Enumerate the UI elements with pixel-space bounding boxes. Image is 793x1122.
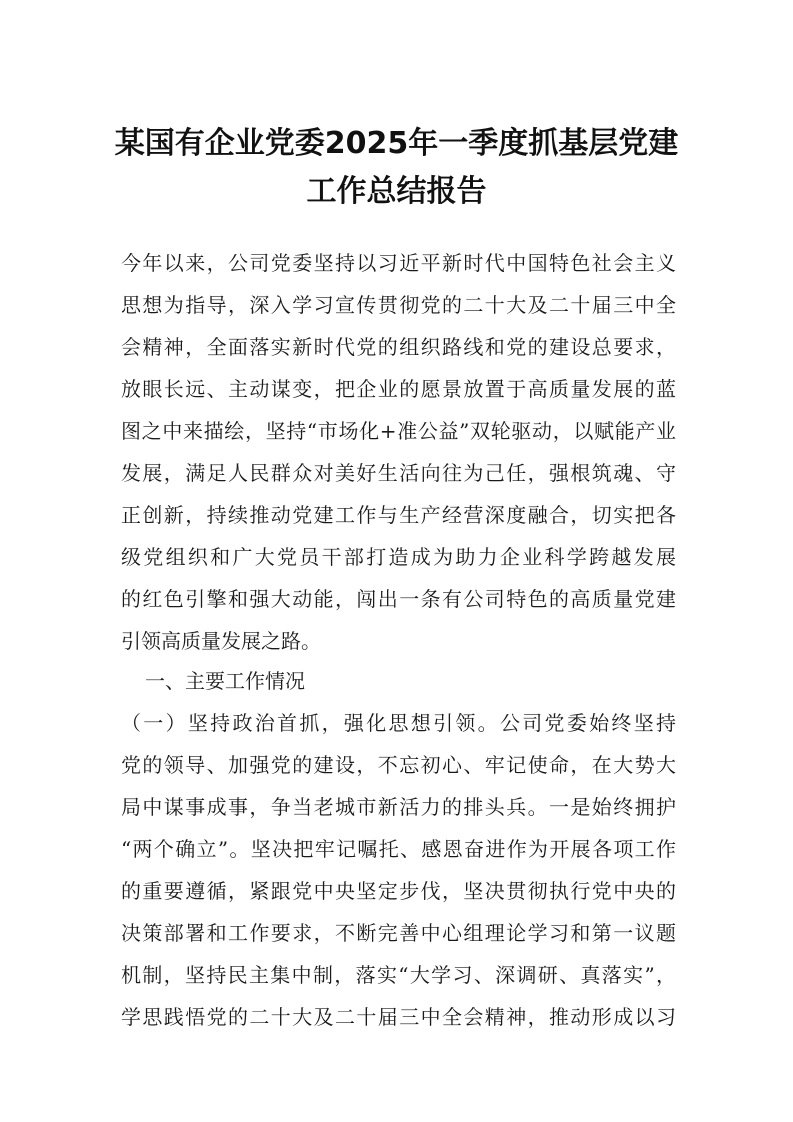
paragraph-line: （一）坚持政治首抓，强化思想引领。公司党委始终坚持 <box>121 711 676 735</box>
paragraph-line: 引领高质量发展之路。 <box>121 629 321 653</box>
document-title-line-1: 某国有企业党委2025年一季度抓基层党建 <box>114 126 679 161</box>
paragraph-line: 今年以来，公司党委坚持以习近平新时代中国特色社会主义 <box>121 251 676 275</box>
paragraph-line: 的重要遵循，紧跟党中央坚定步伐，坚决贯彻执行党中央的 <box>121 879 676 903</box>
intro-paragraph <box>121 242 676 662</box>
paragraph-line: 党的领导、加强党的建设，不忘初心、牢记使命，在大势大 <box>121 753 676 777</box>
section-heading: 一、主要工作情况 <box>145 669 305 693</box>
paragraph-line: 局中谋事成事，争当老城市新活力的排头兵。一是始终拥护 <box>121 795 676 819</box>
paragraph-line: 会精神，全面落实新时代党的组织路线和党的建设总要求， <box>121 335 676 359</box>
paragraph-line: 发展，满足人民群众对美好生活向往为己任，强根筑魂、守 <box>121 461 676 485</box>
paragraph-line: 学思践悟党的二十大及二十届三中全会精神，推动形成以习 <box>121 1005 676 1029</box>
paragraph-line: 放眼长远、主动谋变，把企业的愿景放置于高质量发展的蓝 <box>121 377 676 401</box>
paragraph-line: 正创新，持续推动党建工作与生产经营深度融合，切实把各 <box>121 503 676 527</box>
paragraph-line: 决策部署和工作要求，不断完善中心组理论学习和第一议题 <box>121 921 676 945</box>
paragraph-line: “两个确立”。坚决把牢记嘱托、感恩奋进作为开展各项工作 <box>121 837 676 861</box>
paragraph-line: 机制，坚持民主集中制，落实“大学习、深调研、真落实”， <box>121 963 676 987</box>
section-paragraph <box>121 702 676 1038</box>
paragraph-line: 级党组织和广大党员干部打造成为助力企业科学跨越发展 <box>121 545 676 569</box>
paragraph-line: 的红色引擎和强大动能，闯出一条有公司特色的高质量党建 <box>121 587 676 611</box>
document-title-line-2: 工作总结报告 <box>306 174 487 209</box>
paragraph-line: 思想为指导，深入学习宣传贯彻党的二十大及二十届三中全 <box>121 293 676 317</box>
paragraph-line: 图之中来描绘，坚持“市场化+准公益”双轮驱动，以赋能产业 <box>121 419 676 443</box>
